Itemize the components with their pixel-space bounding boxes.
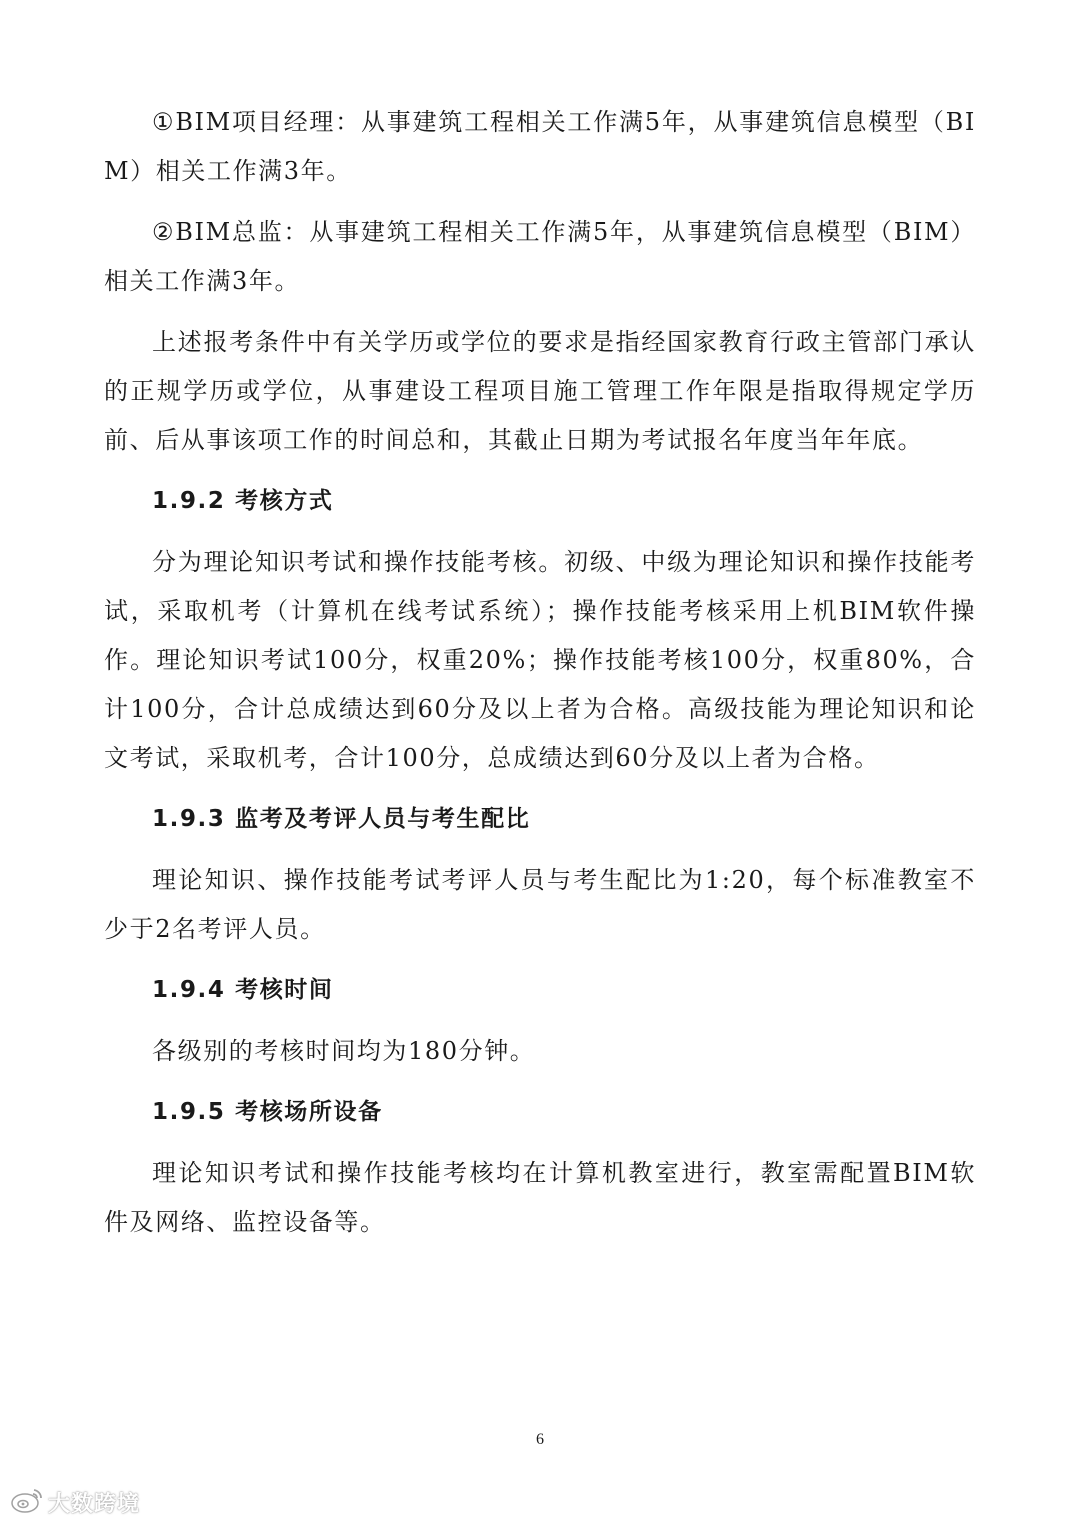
section-body-assessment-venue: 理论知识考试和操作技能考核均在计算机教室进行，教室需配置BIM软件及网络、监控设备等。 (104, 1159, 976, 1236)
section-body-assessment-time: 各级别的考核时间均为180分钟。 (152, 1037, 536, 1065)
section-heading-invigilator-ratio: 1.9.3 监考及考评人员与考生配比 (152, 806, 531, 832)
paragraph-requirements-note: 上述报考条件中有关学历或学位的要求是指经国家教育行政主管部门承认的正规学历或学位，从事建设工程项目施工管理工作年限是指取得规定学历前、后从事该项工作的时间总和，其截止日期为考试报名年度当年年底。 (104, 328, 976, 454)
section-body-assessment-method: 分为理论知识考试和操作技能考核。初级、中级为理论知识和操作技能考试，采取机考（计算机在线考试系统）；操作技能考核采用上机BIM软件操作。理论知识考试100分，权重20%；操作技能考核100分，权重80%，合计100分，合计总成绩达到60分及以上者为合格。高级技能为理论知识和论文考试，采取机考，合计100分，总成绩达到60分及以上者为合格。 (104, 548, 976, 772)
watermark-text: 大数跨境 (48, 1491, 141, 1517)
section-heading-assessment-venue: 1.9.5 考核场所设备 (152, 1099, 383, 1125)
weibo-icon (10, 1486, 44, 1518)
section-heading-assessment-time: 1.9.4 考核时间 (152, 977, 334, 1003)
paragraph-bim-director: ②BIM总监：从事建筑工程相关工作满5年，从事建筑信息模型（BIM）相关工作满3年。 (104, 218, 976, 295)
watermark (10, 1486, 140, 1518)
page-number: 6 (536, 1431, 544, 1448)
section-body-invigilator-ratio: 理论知识、操作技能考试考评人员与考生配比为1:20，每个标准教室不少于2名考评人员。 (104, 866, 976, 943)
section-heading-assessment-method: 1.9.2 考核方式 (152, 488, 334, 514)
document-body (104, 98, 976, 1259)
paragraph-bim-project-manager: ①BIM项目经理：从事建筑工程相关工作满5年，从事建筑信息模型（BIM）相关工作满3年。 (104, 108, 976, 185)
